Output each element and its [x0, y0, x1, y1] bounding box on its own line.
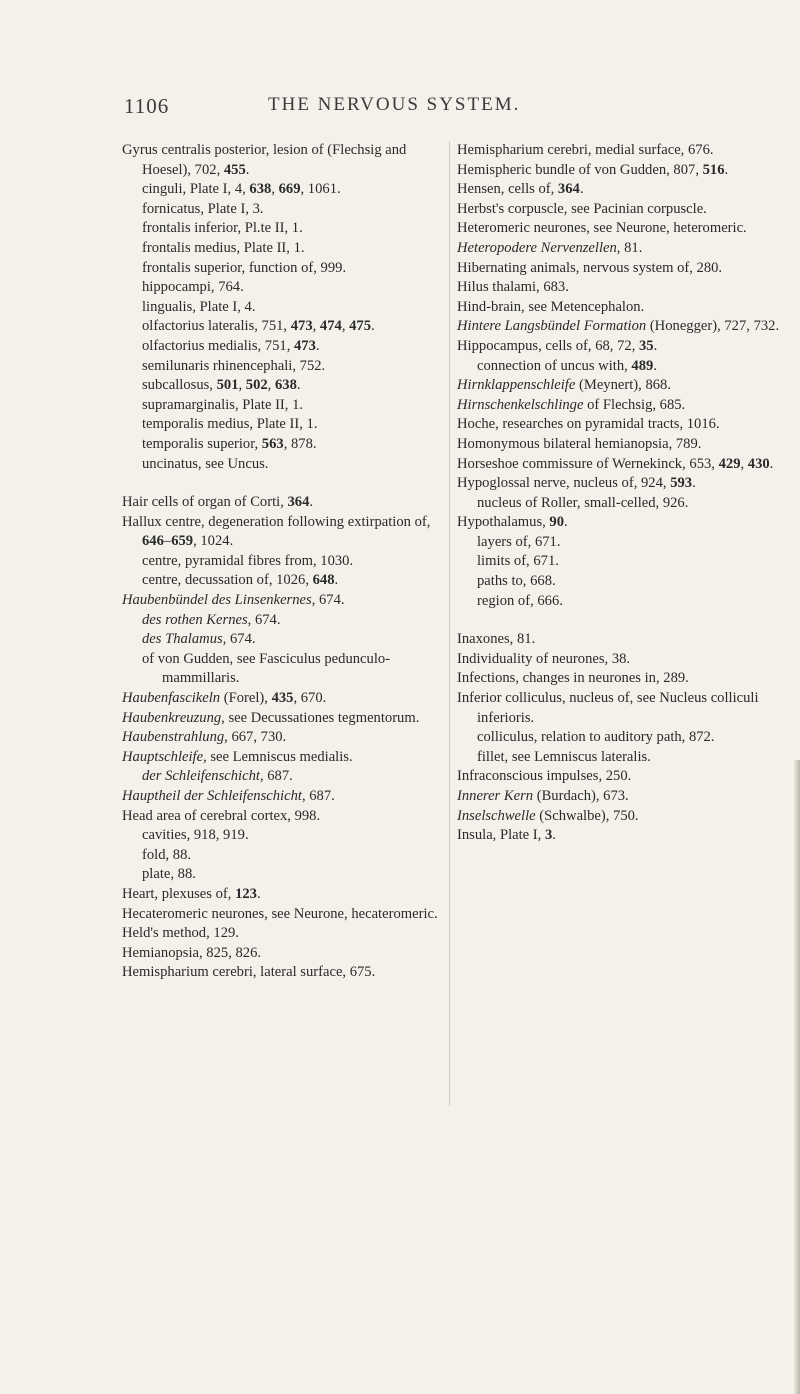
- page-reference-bold: 638: [274, 377, 297, 394]
- entry-text: fold, 88.: [142, 846, 192, 863]
- index-entry: [122, 905, 444, 925]
- entry-text: paths to, 668.: [477, 573, 556, 590]
- index-entry: [122, 709, 444, 729]
- entry-text: .: [653, 337, 658, 354]
- entry-text: Gyrus centralis posterior, lesion of (Flechsig and Hoesel), 702,: [122, 142, 407, 178]
- entry-text: .: [245, 161, 250, 178]
- index-entry: [457, 415, 783, 435]
- entry-text: Hemispheric bundle of von Gudden, 807,: [457, 161, 703, 178]
- index-entry: [122, 689, 444, 709]
- entry-text: Inaxones, 81.: [457, 631, 536, 648]
- entry-text: cavities, 918, 919.: [142, 827, 249, 844]
- page-reference-bold: 489: [631, 357, 654, 374]
- italic-term: Inselschwelle: [457, 807, 536, 824]
- index-subentry: [457, 748, 783, 768]
- entry-text: ,: [271, 181, 279, 198]
- entry-text: .: [296, 377, 301, 394]
- entry-text: temporalis medius, Plate II, 1.: [142, 416, 318, 433]
- index-entry: [457, 259, 783, 279]
- entry-text: centre, pyramidal fibres from, 1030.: [142, 552, 354, 569]
- index-entry: [457, 826, 783, 846]
- page-edge-shadow: [794, 760, 800, 1394]
- italic-term: Hirnklappenschleife: [457, 377, 576, 394]
- page-reference-bold: 123: [235, 885, 257, 902]
- index-subentry: [122, 298, 444, 318]
- index-entry: [457, 278, 783, 298]
- entry-text: region of, 666.: [477, 592, 563, 609]
- index-subentry: [122, 826, 444, 846]
- entry-text: Hind-brain, see Metencephalon.: [457, 298, 645, 315]
- page-reference-bold: 473: [294, 337, 316, 354]
- entry-text: , 670.: [293, 690, 327, 707]
- entry-text: .: [724, 161, 729, 178]
- entry-text: Hemianopsia, 825, 826.: [122, 944, 262, 961]
- index-entry: [122, 963, 444, 983]
- entry-text: Individuality of neurones, 38.: [457, 650, 631, 667]
- index-entry: [122, 591, 444, 611]
- index-subentry: [122, 200, 444, 220]
- entry-text: , 674.: [311, 592, 345, 609]
- entry-text: cinguli, Plate I, 4,: [142, 181, 250, 198]
- entry-text: , see Decussationes tegmentorum.: [221, 709, 420, 726]
- index-entry: [457, 219, 783, 239]
- index-entry: [457, 337, 783, 357]
- entry-text: ,: [312, 318, 320, 335]
- entry-text: olfactorius medialis, 751,: [142, 337, 294, 354]
- index-entry: [457, 689, 783, 728]
- italic-term: Haubenfascikeln: [122, 690, 221, 707]
- entry-text: .: [692, 475, 696, 492]
- index-entry: [457, 669, 783, 689]
- index-entry: [122, 885, 444, 905]
- entry-text: semilunaris rhinencephali, 752.: [142, 357, 326, 374]
- entry-text: (Meynert), 868.: [575, 377, 671, 394]
- index-entry: [457, 630, 783, 650]
- entry-text: , 674.: [247, 611, 281, 628]
- entry-text: fornicatus, Plate I, 3.: [142, 200, 264, 217]
- entry-text: supramarginalis, Plate II, 1.: [142, 396, 304, 413]
- index-entry: [457, 435, 783, 455]
- entry-text: .: [564, 514, 568, 531]
- page-reference-bold: 35: [639, 337, 654, 354]
- italic-term: Innerer Kern: [457, 788, 534, 804]
- entry-text: Hecateromeric neurones, see Neurone, hecateromeric.: [122, 905, 438, 922]
- italic-term: der Schleifenschicht: [142, 768, 260, 785]
- entry-text: frontalis medius, Plate II, 1.: [142, 239, 305, 256]
- entry-text: (Schwalbe), 750.: [535, 807, 639, 824]
- page-reference-bold: 474: [319, 318, 342, 335]
- index-subentry: [122, 396, 444, 416]
- page-reference-bold: 90: [549, 514, 565, 531]
- page-reference-bold: 475: [349, 318, 371, 335]
- index-subentry: [122, 455, 444, 475]
- entry-text: ,: [267, 377, 275, 394]
- page-reference-bold: 646: [142, 533, 164, 550]
- index-subentry: [457, 592, 783, 612]
- index-subentry: [457, 572, 783, 592]
- entry-text: , see Lemniscus medialis.: [203, 748, 353, 765]
- index-entry: [122, 513, 444, 552]
- entry-text: Hibernating animals, nervous system of, 280.: [457, 259, 723, 276]
- entry-text: Hemispharium cerebri, lateral surface, 675.: [122, 964, 376, 981]
- index-subentry: [122, 552, 444, 572]
- entry-text: Hensen, cells of,: [457, 181, 558, 198]
- index-entry: [122, 141, 444, 180]
- entry-text: Hoche, researches on pyramidal tracts, 1016.: [457, 416, 720, 433]
- index-entry: [122, 493, 444, 513]
- page-reference-bold: 430: [747, 455, 770, 472]
- index-entry: [122, 924, 444, 944]
- index-subentry: [122, 767, 444, 787]
- index-entry: [457, 650, 783, 670]
- entry-text: of Flechsig, 685.: [583, 396, 686, 413]
- entry-text: uncinatus, see Uncus.: [142, 455, 269, 472]
- index-column-right: [457, 141, 783, 846]
- italic-term: Heteropodere Nervenzellen: [457, 239, 617, 256]
- italic-term: Haubenstrahlung: [122, 729, 225, 746]
- page-header: [0, 94, 800, 124]
- entry-text: Heart, plexuses of,: [122, 885, 236, 902]
- italic-term: Haubenbündel des Linsenkernes: [122, 592, 312, 609]
- index-entry: [457, 200, 783, 220]
- entry-text: , 674.: [222, 631, 256, 648]
- italic-term: Hintere Langsbündel Formation: [457, 318, 647, 335]
- page-reference-bold: 429: [718, 455, 741, 472]
- index-subentry: [457, 728, 783, 748]
- index-entry: [457, 787, 783, 807]
- index-entry: [457, 298, 783, 318]
- entry-text: Insula, Plate I,: [457, 827, 545, 844]
- page-reference-bold: 648: [312, 572, 335, 589]
- entry-text: , 1024.: [193, 533, 234, 550]
- entry-text: nucleus of Roller, small-celled, 926.: [477, 494, 689, 511]
- index-entry: [122, 944, 444, 964]
- entry-text: , 687.: [301, 788, 335, 804]
- entry-text: .: [256, 885, 261, 902]
- index-subentry: [122, 630, 444, 650]
- page-reference-bold: 501: [216, 377, 239, 394]
- entry-text: Herbst's corpuscle, see Pacinian corpuscle.: [457, 200, 707, 217]
- entry-text: .: [552, 827, 556, 844]
- index-subentry: [457, 533, 783, 553]
- page-reference-bold: 593: [670, 475, 693, 492]
- index-entry: [457, 141, 783, 161]
- entry-text: connection of uncus with,: [477, 357, 632, 374]
- entry-text: frontalis superior, function of, 999.: [142, 259, 347, 276]
- entry-text: Head area of cerebral cortex, 998.: [122, 807, 321, 824]
- page-reference-bold: 364: [287, 494, 310, 511]
- index-subentry: [122, 259, 444, 279]
- entry-text: Infections, changes in neurones in, 289.: [457, 670, 689, 687]
- entry-text: Hair cells of organ of Corti,: [122, 494, 288, 511]
- page-reference-bold: 638: [249, 181, 272, 198]
- entry-text: .: [579, 181, 584, 198]
- entry-text: olfactorius lateralis, 751,: [142, 318, 291, 335]
- entry-text: .: [315, 337, 320, 354]
- index-entry: [122, 807, 444, 827]
- page-reference-bold: 516: [702, 161, 725, 178]
- index-subentry: [122, 865, 444, 885]
- page-reference-bold: 3: [544, 827, 553, 844]
- index-column-left: [122, 141, 444, 983]
- entry-text: Hypothalamus,: [457, 514, 550, 531]
- index-entry: [457, 513, 783, 533]
- index-subentry: [122, 415, 444, 435]
- italic-term: Hirnschenkelschlinge: [457, 396, 584, 413]
- entry-text: , 81.: [616, 239, 643, 256]
- entry-text: Heteromeric neurones, see Neurone, heteromeric.: [457, 220, 747, 237]
- index-subentry: [122, 357, 444, 377]
- entry-text: –: [163, 533, 172, 550]
- index-entry: [457, 767, 783, 787]
- entry-text: .: [769, 455, 774, 472]
- page-number: 1106: [124, 94, 170, 118]
- entry-text: ,: [238, 377, 246, 394]
- entry-text: Hallux centre, degeneration following extirpation of,: [122, 513, 431, 530]
- index-subentry: [122, 278, 444, 298]
- index-subentry: [122, 650, 444, 689]
- entry-text: , 1061.: [300, 181, 341, 198]
- index-entry: [122, 787, 444, 807]
- index-entry: [457, 807, 783, 827]
- entry-text: subcallosus,: [142, 377, 217, 394]
- page-reference-bold: 435: [271, 690, 294, 707]
- entry-text: temporalis superior,: [142, 435, 262, 452]
- page-reference-bold: 669: [278, 181, 301, 198]
- index-entry: [122, 728, 444, 748]
- index-subentry: [122, 376, 444, 396]
- entry-text: colliculus, relation to auditory path, 872.: [477, 729, 715, 746]
- entry-text: (Forel),: [220, 690, 272, 707]
- index-entry: [457, 455, 783, 475]
- entry-text: Homonymous bilateral hemianopsia, 789.: [457, 435, 702, 452]
- italic-term: Haubenkreuzung: [122, 709, 222, 726]
- index-entry: [457, 396, 783, 416]
- entry-text: Hippocampus, cells of, 68, 72,: [457, 337, 639, 354]
- entry-text: hippocampi, 764.: [142, 279, 244, 296]
- page-reference-bold: 659: [171, 533, 194, 550]
- italic-term: Hauptheil der Schleifenschicht: [122, 788, 302, 804]
- page-reference-bold: 563: [261, 435, 284, 452]
- index-entry: [457, 180, 783, 200]
- entry-text: ,: [740, 455, 748, 472]
- entry-text: Hypoglossal nerve, nucleus of, 924,: [457, 475, 671, 492]
- index-entry: [457, 317, 783, 337]
- index-subentry: [122, 180, 444, 200]
- entry-text: .: [309, 494, 314, 511]
- entry-text: (Honegger), 727, 732.: [646, 318, 780, 335]
- italic-term: des rothen Kernes: [142, 611, 248, 628]
- index-subentry: [122, 317, 444, 337]
- index-subentry: [122, 846, 444, 866]
- entry-text: , 687.: [259, 768, 293, 785]
- italic-term: Hauptschleife: [122, 748, 204, 765]
- entry-text: frontalis inferior, Pl.te II, 1.: [142, 220, 303, 237]
- index-subentry: [122, 239, 444, 259]
- entry-text: , 878.: [283, 435, 317, 452]
- entry-text: lingualis, Plate I, 4.: [142, 298, 256, 315]
- page-reference-bold: 473: [290, 318, 313, 335]
- index-entry: [457, 376, 783, 396]
- entry-text: (Burdach), 673.: [533, 788, 629, 804]
- page-reference-bold: 502: [245, 377, 268, 394]
- page-reference-bold: 364: [557, 181, 580, 198]
- page-reference-bold: 455: [223, 161, 246, 178]
- entry-text: fillet, see Lemniscus lateralis.: [477, 748, 651, 765]
- entry-text: limits of, 671.: [477, 553, 559, 570]
- column-divider: [449, 141, 450, 1106]
- index-entry: [457, 474, 783, 494]
- entry-text: .: [371, 318, 375, 335]
- index-subentry: [122, 435, 444, 455]
- entry-text: layers of, 671.: [477, 533, 561, 550]
- entry-text: Infraconscious impulses, 250.: [457, 768, 632, 785]
- index-subentry: [122, 571, 444, 591]
- entry-text: Hilus thalami, 683.: [457, 279, 569, 296]
- entry-text: , 667, 730.: [224, 729, 287, 746]
- index-subentry: [457, 552, 783, 572]
- index-subentry: [122, 611, 444, 631]
- index-entry: [457, 239, 783, 259]
- entry-text: .: [334, 572, 339, 589]
- index-subentry: [457, 494, 783, 514]
- entry-text: ,: [341, 318, 350, 335]
- index-subentry: [457, 357, 783, 377]
- entry-text: Held's method, 129.: [122, 925, 239, 942]
- entry-text: Horseshoe commissure of Wernekinck, 653,: [457, 455, 719, 472]
- index-entry: [457, 161, 783, 181]
- italic-term: des Thalamus: [142, 631, 223, 648]
- entry-text: centre, decussation of, 1026,: [142, 572, 313, 589]
- entry-text: of von Gudden, see Fasciculus pedunculo-mammillaris.: [142, 650, 391, 687]
- index-subentry: [122, 219, 444, 239]
- index-entry: [122, 748, 444, 768]
- entry-text: Hemispharium cerebri, medial surface, 676.: [457, 142, 714, 158]
- entry-text: Inferior colliculus, nucleus of, see Nucleus colliculi inferioris.: [457, 690, 759, 726]
- entry-text: plate, 88.: [142, 866, 196, 883]
- running-title: THE NERVOUS SYSTEM.: [268, 94, 521, 115]
- index-subentry: [122, 337, 444, 357]
- entry-text: .: [653, 357, 657, 374]
